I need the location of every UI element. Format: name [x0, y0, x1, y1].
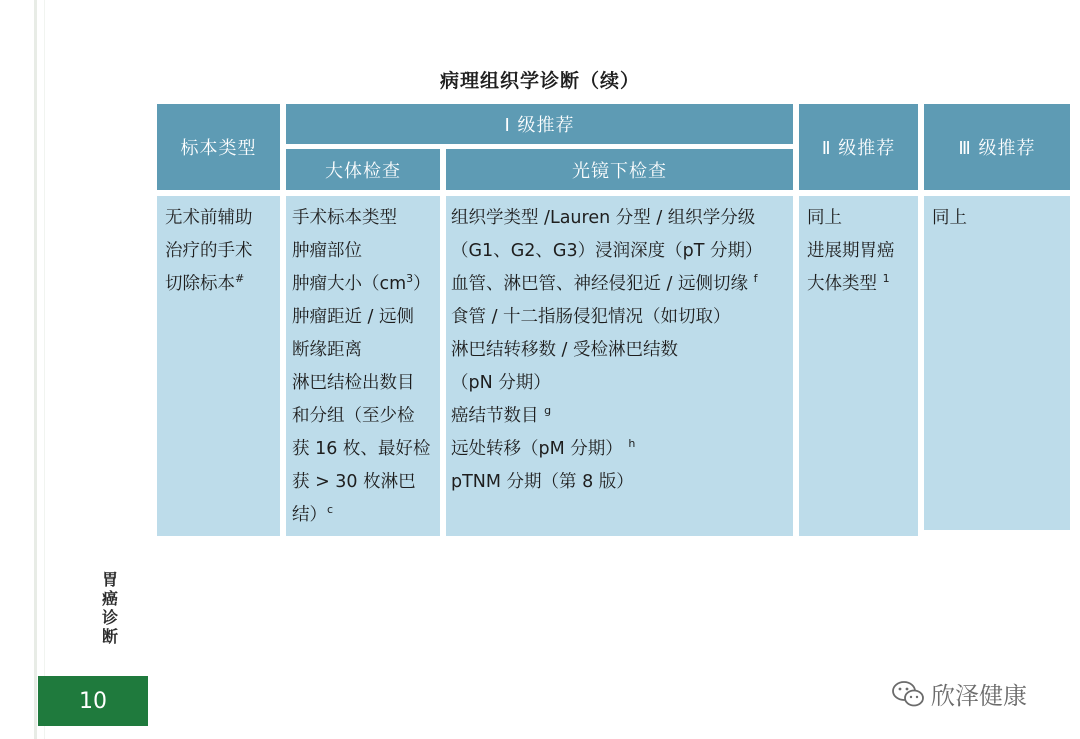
micro-line: （G1、G2、G3）浸润深度（pT 分期）	[451, 241, 763, 261]
gross-line-text: 结）	[292, 505, 327, 525]
footnote-mark: c	[327, 503, 334, 517]
cell-level3	[924, 196, 1070, 530]
header-level1	[286, 104, 793, 144]
micro-line: 食管 / 十二指肠侵犯情况（如切取）	[451, 307, 731, 327]
micro-line	[451, 433, 787, 466]
header-level2	[799, 104, 918, 190]
footnote-mark: 1	[882, 272, 890, 286]
gross-line: 获 > 30 枚淋巴	[292, 472, 416, 492]
specimen-line: 无术前辅助	[165, 208, 253, 228]
gross-line: 和分组（至少检	[292, 406, 415, 426]
header-level1-label: Ⅰ 级推荐	[504, 115, 575, 136]
cell-microscopic	[446, 196, 793, 536]
page-margin-rule-secondary	[44, 0, 45, 739]
micro-line: 组织学类型 /Lauren 分型 / 组织学分级	[451, 208, 756, 228]
footnote-mark: g	[544, 404, 552, 418]
footnote-mark: h	[628, 437, 636, 451]
micro-line-text: 癌结节数目	[451, 406, 539, 426]
header-level3-label: Ⅲ 级推荐	[958, 138, 1036, 159]
gross-line: 断缘距离	[292, 340, 362, 360]
micro-line	[451, 268, 787, 301]
header-level2-label: Ⅱ 级推荐	[821, 138, 896, 159]
specimen-line	[165, 268, 274, 301]
header-specimen-type	[157, 104, 280, 190]
gross-line: 淋巴结检出数目	[292, 373, 415, 393]
gross-line: 获 16 枚、最好检	[292, 439, 431, 459]
page-margin-rule	[34, 0, 37, 739]
header-microscopic-label: 光镜下检查	[572, 160, 667, 182]
level2-line-text: 大体类型	[807, 274, 877, 294]
page-title: 病理组织学诊断（续）	[439, 70, 640, 92]
micro-line: （pN 分期）	[451, 373, 551, 393]
wechat-icon	[891, 680, 925, 708]
micro-line-text: 远处转移（pM 分期）	[451, 439, 623, 459]
specimen-line-text: 切除标本	[165, 274, 235, 294]
level2-line: 进展期胃癌	[807, 241, 895, 261]
gross-line: 肿瘤距近 / 远侧	[292, 307, 415, 327]
header-level3	[924, 104, 1070, 190]
cell-gross	[286, 196, 440, 536]
header-gross	[286, 149, 440, 190]
gross-line-text: 肿瘤大小（cm	[292, 274, 407, 294]
micro-line	[451, 400, 787, 433]
superscript: 3	[406, 272, 414, 286]
gross-line: 手术标本类型	[292, 208, 397, 228]
cell-level2	[799, 196, 918, 536]
footnote-mark: #	[235, 272, 245, 286]
header-specimen-type-label: 标本类型	[180, 138, 257, 159]
micro-line: pTNM 分期（第 8 版）	[451, 472, 634, 492]
micro-line: 淋巴结转移数 / 受检淋巴结数	[451, 340, 679, 360]
micro-line-text: 血管、淋巴管、神经侵犯近 / 远侧切缘	[451, 274, 749, 294]
header-gross-label: 大体检查	[325, 160, 401, 182]
watermark	[891, 676, 1027, 711]
side-chapter-label: 胃癌诊断	[101, 570, 118, 646]
footnote-mark: f	[753, 272, 758, 286]
watermark-text: 欣泽健康	[931, 682, 1027, 710]
specimen-line: 治疗的手术	[165, 241, 253, 261]
gross-line: 肿瘤部位	[292, 241, 362, 261]
cell-specimen	[157, 196, 280, 536]
page-number	[38, 676, 148, 726]
level2-line: 同上	[807, 208, 842, 228]
gross-line	[292, 499, 434, 532]
level2-line	[807, 268, 912, 301]
level3-line: 同上	[932, 208, 967, 228]
header-microscopic	[446, 149, 793, 190]
gross-line-close: ）	[413, 274, 431, 294]
gross-line	[292, 268, 434, 301]
page-number-label: 10	[79, 688, 107, 714]
